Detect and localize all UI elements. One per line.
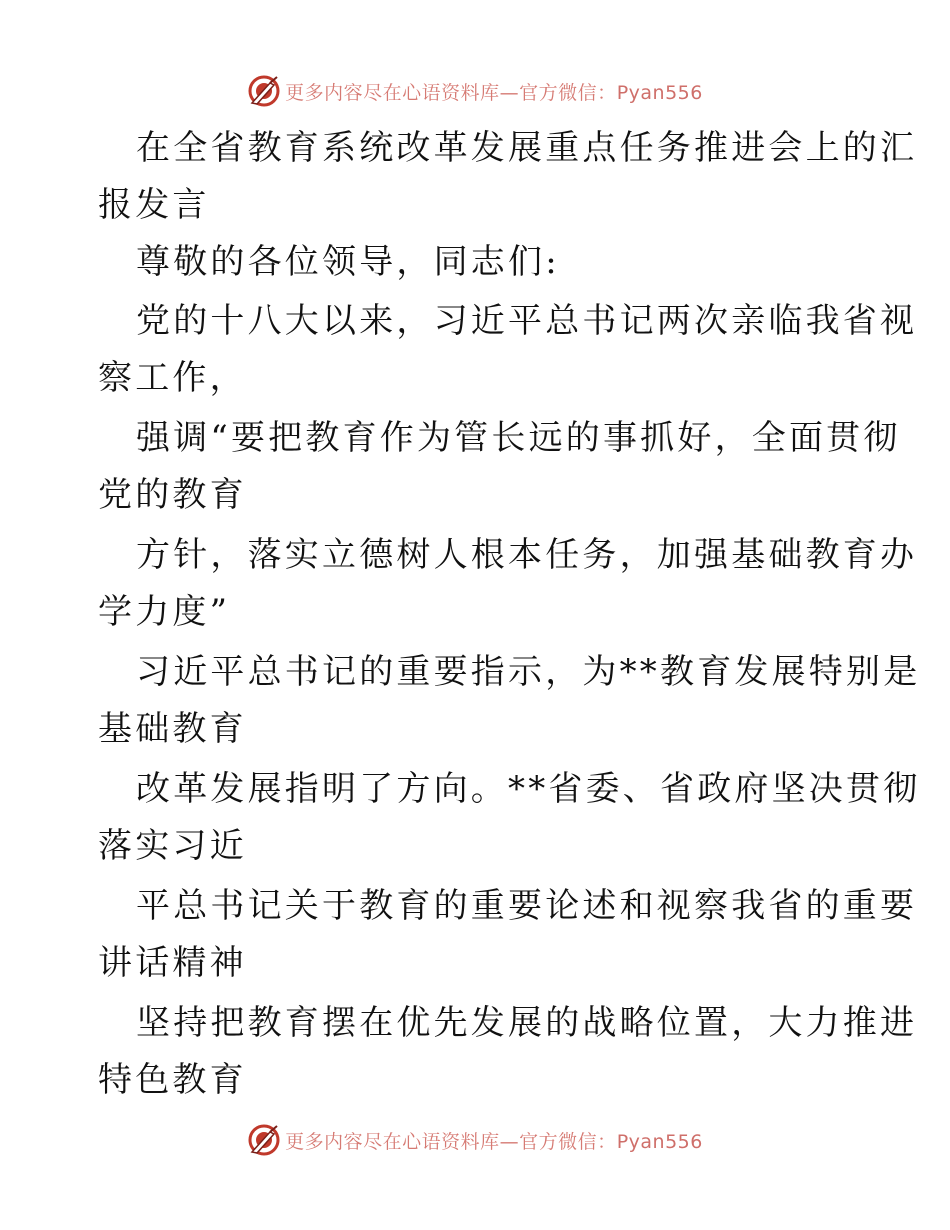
paragraph-line: 方针，落实立德树人根本任务，加强基础教育办	[136, 535, 918, 575]
watermark-main: 更多内容尽在心语资料库	[285, 1130, 500, 1153]
watermark-text	[285, 78, 703, 105]
book-quill-logo-icon	[247, 1123, 281, 1157]
paragraph-line: 坚持把教育摆在优先发展的战略位置，大力推进	[136, 1003, 918, 1043]
watermark-account-label: 官方微信：	[519, 1130, 617, 1153]
paragraph-line: 察工作，	[98, 358, 247, 398]
paragraph-line: 学力度”	[98, 592, 231, 632]
watermark-account-label: 官方微信：	[519, 81, 617, 104]
watermark-header	[0, 71, 950, 111]
watermark-account-id: Pyan556	[616, 1130, 703, 1153]
watermark-dash: —	[499, 1130, 520, 1153]
document-title-line-2: 报发言	[98, 185, 210, 225]
watermark-text	[285, 1127, 703, 1154]
paragraph-line: 讲话精神	[98, 943, 247, 983]
paragraph-line: 党的教育	[98, 475, 247, 515]
paragraph-line: 基础教育	[98, 709, 247, 749]
book-quill-logo-icon	[247, 74, 281, 108]
document-title-line-1: 在全省教育系统改革发展重点任务推进会上的汇	[136, 128, 918, 168]
paragraph-line: 党的十八大以来，习近平总书记两次亲临我省视	[136, 301, 918, 341]
paragraph-line: 强调“要把教育作为管长远的事抓好，全面贯彻	[136, 418, 901, 458]
watermark-main: 更多内容尽在心语资料库	[285, 81, 500, 104]
watermark-account-id: Pyan556	[616, 81, 703, 104]
paragraph-line: 习近平总书记的重要指示，为**教育发展特别是	[136, 652, 921, 692]
salutation-line: 尊敬的各位领导，同志们:	[136, 242, 560, 282]
paragraph-line: 改革发展指明了方向。**省委、省政府坚决贯彻	[136, 769, 921, 809]
paragraph-line: 特色教育	[98, 1060, 247, 1100]
paragraph-line: 落实习近	[98, 826, 247, 866]
watermark-dash: —	[499, 81, 520, 104]
paragraph-line: 平总书记关于教育的重要论述和视察我省的重要	[136, 886, 918, 926]
watermark-footer	[0, 1120, 950, 1160]
